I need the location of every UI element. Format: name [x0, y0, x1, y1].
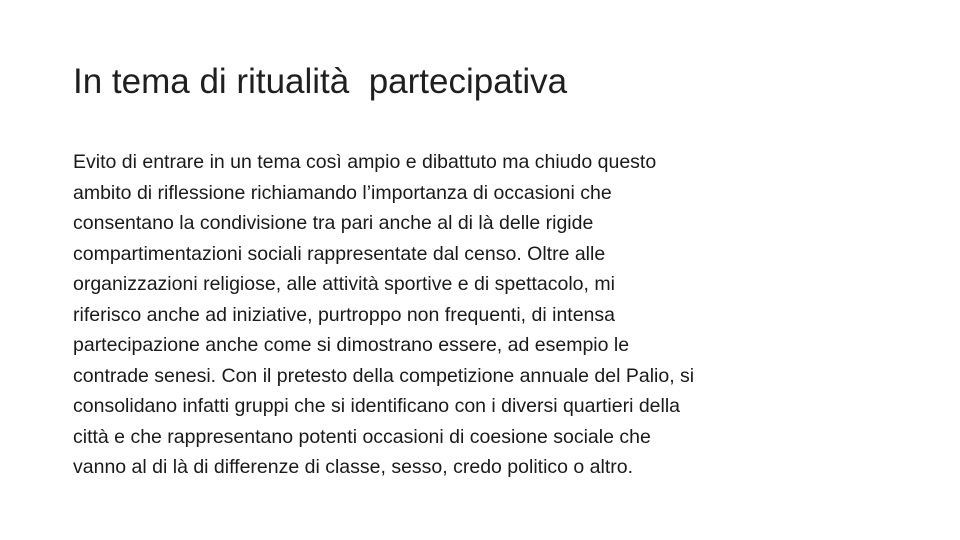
body-line: Evito di entrare in un tema così ampio e dibattuto ma chiudo questo [73, 151, 657, 173]
body-line: città e che rappresentano potenti occasioni di coesione sociale che [73, 425, 651, 448]
body-line: consentano la condivisione tra pari anche al di là delle rigide [73, 212, 594, 234]
slide-body [73, 147, 903, 483]
body-line: vanno al di là di differenze di classe, sesso, credo politico o altro. [73, 456, 634, 478]
body-line: partecipazione anche come si dimostrano essere, ad esempio le [73, 334, 630, 356]
body-line: organizzazioni religiose, alle attività sportive e di spettacolo, mi [73, 273, 615, 295]
body-line: ambito di riflessione richiamando l’importanza di occasioni che [73, 181, 612, 204]
body-line: compartimentazioni sociali rappresentate dal censo. Oltre alle [73, 242, 606, 265]
body-line: contrade senesi. Con il pretesto della competizione annuale del Palio, si [73, 364, 695, 387]
body-line: riferisco anche ad iniziative, purtroppo non frequenti, di intensa [73, 303, 615, 326]
slide-title: In tema di ritualità partecipativa [73, 62, 568, 101]
body-line: consolidano infatti gruppi che si identificano con i diversi quartieri della [73, 395, 681, 417]
